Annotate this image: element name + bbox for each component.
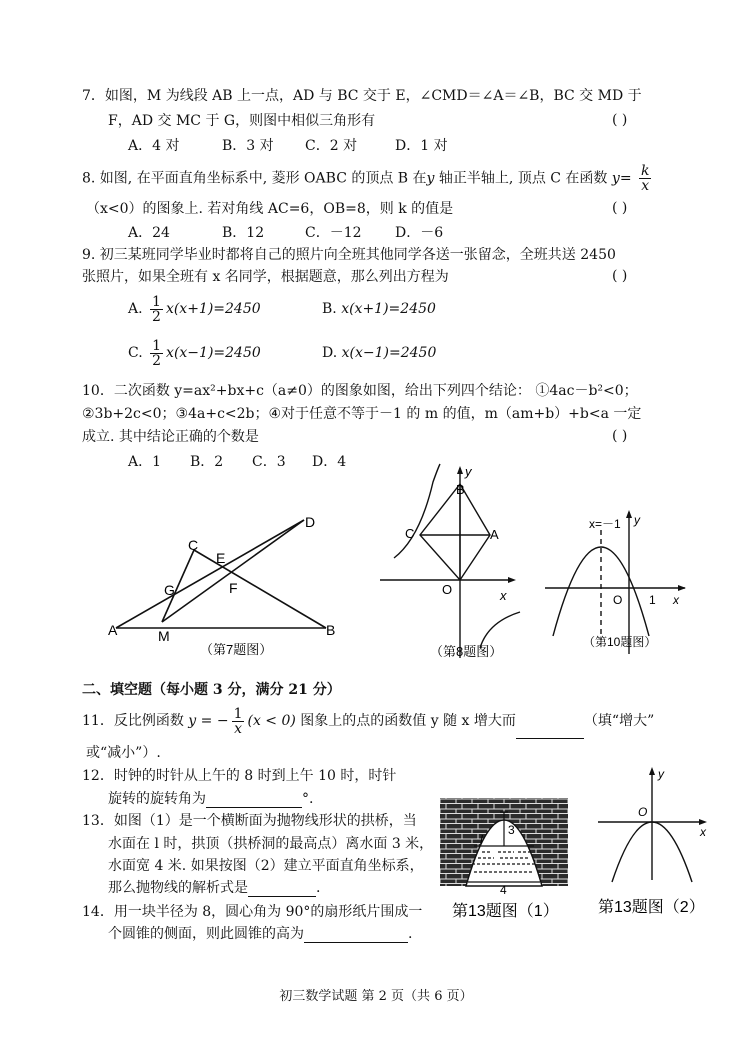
- q9-line1: 9. 初三某班同学毕业时都将自己的照片向全班其他同学各送一张留念，全班共送 2450: [82, 247, 616, 263]
- fig13b-caption: 第13题图（2）: [598, 899, 705, 916]
- q8-option-a: A．24: [128, 225, 170, 241]
- q12-blank[interactable]: [206, 793, 302, 808]
- q7-option-c: C．2 对: [305, 138, 358, 154]
- fig7-label-b: B: [326, 622, 336, 638]
- q8-line2: （x<0）的图象上. 若对角线 AC=6，OB=8，则 k 的值是: [86, 201, 454, 217]
- q7-answer-paren: ( ): [612, 112, 628, 128]
- q8-option-d: D．－6: [395, 225, 444, 241]
- q7-option-b: B．3 对: [222, 138, 274, 154]
- q14-line2: 个圆锥的侧面，则此圆锥的高为 .: [108, 926, 413, 942]
- fig10-label-y: y: [634, 513, 640, 527]
- fig8-caption: （第8题图）: [430, 644, 503, 659]
- fig8-hyperbola-right: [480, 612, 520, 648]
- fig10-label-x: x: [673, 593, 679, 607]
- fig7-label-g: G: [164, 582, 175, 598]
- q9-option-a: A. $\frac{1}{2}$ x(x+1)=2450: [128, 293, 261, 325]
- q8-option-c: C．－12: [305, 225, 362, 241]
- fig13a-caption: 第13题图（1）: [452, 903, 559, 920]
- fig7-label-c: C: [188, 537, 199, 553]
- q9-option-c: C. $\frac{1}{2}$ x(x−1)=2450: [128, 337, 261, 369]
- q10-line1: 10．二次函数 y=ax²+bx+c（a≠0）的图象如图，给出下列四个结论： ①4ac－b²<0；: [82, 383, 638, 399]
- fig8-label-b: B: [456, 482, 465, 497]
- fig10-label-1: 1: [649, 593, 656, 607]
- q10-line2: ②3b+2c<0；③4a+c<2b；④对于任意不等于－1 的 m 的值，m（am+b）+b<a 一定: [82, 406, 642, 422]
- q10-answer-paren: ( ): [612, 428, 628, 444]
- fig13a-label-l: l: [480, 833, 483, 847]
- fig8-label-x: x: [500, 588, 507, 603]
- q9-option-d: D. x(x−1)=2450: [322, 345, 437, 361]
- fig8-rhombus: [420, 484, 490, 580]
- figure-7: [96, 508, 346, 660]
- figure-10: [545, 508, 690, 658]
- fig8-label-a: A: [490, 527, 499, 542]
- q7-option-a: A．4 对: [128, 138, 180, 154]
- q8-fraction: $\frac{k}{x}$: [641, 163, 650, 194]
- page-footer: 初三数学试题 第 2 页（共 6 页）: [279, 989, 473, 1004]
- fig8-label-c: C: [405, 526, 415, 541]
- q14-line1: 14．用一块半径为 8，圆心角为 90°的扇形纸片围成一: [82, 904, 423, 920]
- q12-line2: 旋转的旋转角为 °.: [108, 791, 314, 807]
- fig8-label-o: O: [442, 582, 453, 597]
- fig7-label-m: M: [158, 628, 170, 644]
- q13-line2: 水面在 l 时，拱顶（拱桥洞的最高点）离水面 3 米，: [108, 836, 434, 852]
- q8-option-b: B．12: [222, 225, 265, 241]
- fig13b-label-x: x: [700, 825, 706, 839]
- fig13b-label-o: O: [638, 805, 648, 819]
- q11-line2: 或“减小”）.: [86, 745, 161, 761]
- fig7-label-e: E: [216, 550, 226, 566]
- fig13b-label-y: y: [658, 767, 664, 781]
- q9-line2: 张照片，如果全班有 x 名同学，根据题意，那么列出方程为: [82, 269, 449, 285]
- fig10-caption: （第10题图）: [583, 635, 657, 649]
- q13-line1: 13．如图（1）是一个横断面为抛物线形状的拱桥，当: [82, 813, 417, 829]
- q13-line3: 水面宽 4 米. 如果按图（2）建立平面直角坐标系，: [108, 858, 424, 874]
- q9-option-b: B. x(x+1)=2450: [322, 301, 436, 317]
- q7-line1: 7．如图，M 为线段 AB 上一点，AD 与 BC 交于 E，∠CMD＝∠A＝∠B，BC 交 MD 于: [82, 88, 642, 104]
- q14-blank[interactable]: [304, 928, 408, 943]
- q10-option-b: B．2: [190, 454, 224, 470]
- q10-line3: 成立. 其中结论正确的个数是: [82, 429, 259, 445]
- q13-line4: 那么抛物线的解析式是 .: [108, 880, 321, 896]
- fig7-label-d: D: [305, 514, 316, 530]
- fig8-label-y: y: [465, 464, 472, 479]
- fig7-line-md: [162, 520, 304, 622]
- q9-answer-paren: ( ): [612, 268, 628, 284]
- figure-13-1: [438, 794, 570, 924]
- fig7-label-a: A: [108, 622, 118, 638]
- q12-line1: 12．时钟的时针从上午的 8 时到上午 10 时，时针: [82, 768, 397, 784]
- fig7-line-ad: [116, 520, 304, 628]
- section-2-title: 二、填空题（每小题 3 分，满分 21 分）: [82, 682, 341, 698]
- figure-8: [380, 462, 530, 662]
- q11-line1: 11．反比例函数 y = − $\frac{1}{x}$ (x < 0) 图象上的点的函数值 y 随 x 增大而 （填“增大”: [82, 703, 654, 739]
- q10-option-c: C．3: [252, 454, 286, 470]
- fig8-hyperbola-left: [394, 464, 440, 558]
- figure-13-2: [596, 764, 712, 924]
- q8-line1: 8. 如图, 在平面直角坐标系中, 菱形 OABC 的顶点 B 在y 轴正半轴上, 顶点 C 在函数 y= $\frac{k}{x}$: [82, 163, 650, 194]
- fig7-caption: （第7题图）: [200, 642, 273, 657]
- fig13a-label-4: 4: [500, 883, 507, 897]
- fig10-label-symmetry: x=－1: [589, 517, 621, 531]
- q10-option-d: D．4: [312, 454, 347, 470]
- fig13a-label-3: 3: [508, 823, 515, 837]
- fig10-label-o: O: [613, 593, 623, 607]
- q13-blank[interactable]: [248, 882, 316, 897]
- fig7-line-cb: [194, 550, 326, 628]
- q10-option-a: A．1: [128, 454, 162, 470]
- q11-blank[interactable]: [516, 724, 584, 739]
- q7-line2: F，AD 交 MC 于 G，则图中相似三角形有: [108, 113, 376, 129]
- fig7-label-f: F: [229, 580, 238, 596]
- q8-answer-paren: ( ): [612, 200, 628, 216]
- q7-option-d: D．1 对: [395, 138, 448, 154]
